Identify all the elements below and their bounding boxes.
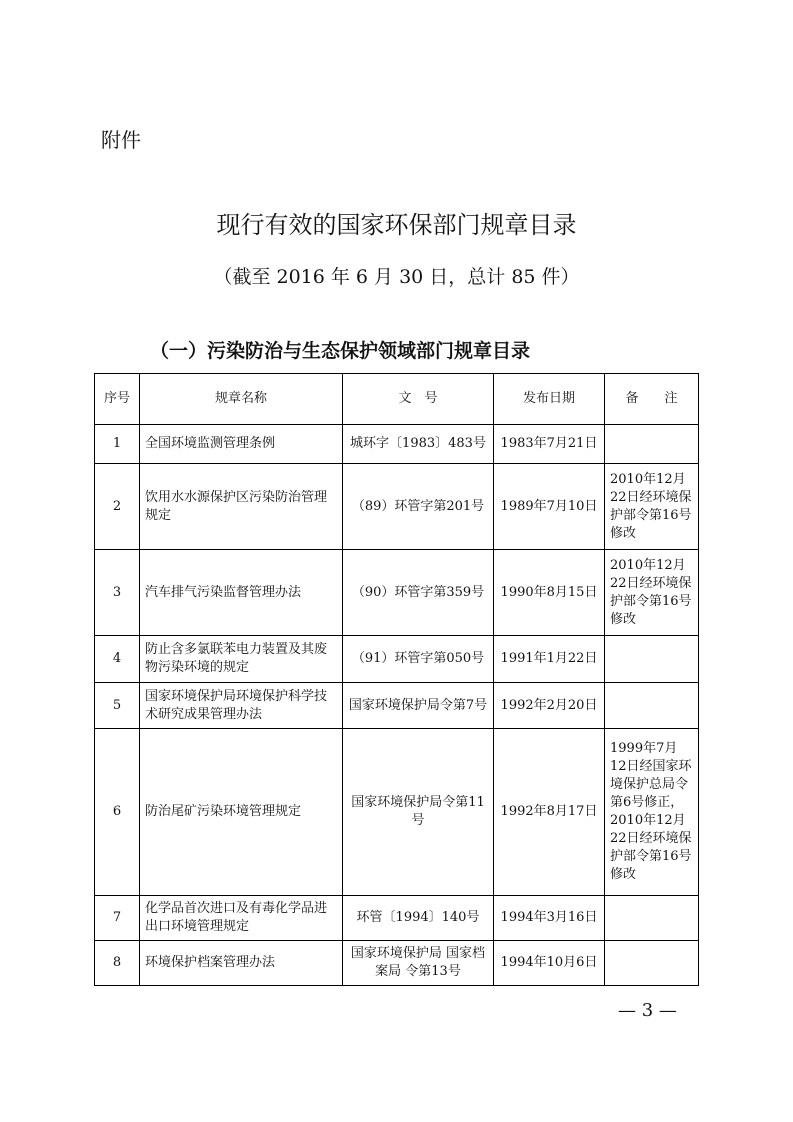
row-no: 7 (95, 896, 140, 941)
header-doc-number: 文 号 (343, 374, 494, 425)
section-heading: （一）污染防治与生态保护领域部门规章目录 (150, 340, 531, 362)
row-note: 1999年7月12日经国家环境保护总局令第6号修正，2010年12月22日经环境保护部令第16号修改 (605, 729, 699, 896)
row-doc-number: 国家环境保护局令第11号 (343, 729, 494, 896)
row-name: 防止含多氯联苯电力装置及其废物污染环境的规定 (140, 636, 343, 683)
row-no: 4 (95, 636, 140, 683)
row-doc-number: （90）环管字第359号 (343, 550, 494, 636)
row-date: 1992年2月20日 (494, 683, 605, 729)
row-date: 1992年8月17日 (494, 729, 605, 896)
table-row (95, 550, 699, 636)
row-note: 2010年12月22日经环境保护部令第16号修改 (605, 464, 699, 550)
row-no: 1 (95, 425, 140, 464)
table-row (95, 941, 699, 986)
row-name: 饮用水水源保护区污染防治管理规定 (140, 464, 343, 550)
table-row (95, 464, 699, 550)
row-doc-number: 环管〔1994〕140号 (343, 896, 494, 941)
table-header-row (95, 374, 699, 425)
row-doc-number: （89）环管字第201号 (343, 464, 494, 550)
header-date: 发布日期 (494, 374, 605, 425)
row-date: 1991年1月22日 (494, 636, 605, 683)
header-no: 序号 (95, 374, 140, 425)
row-date: 1994年3月16日 (494, 896, 605, 941)
row-no: 8 (95, 941, 140, 986)
row-note (605, 425, 699, 464)
regulations-table (94, 373, 699, 986)
document-subtitle: （截至 2016 年 6 月 30 日，总计 85 件） (213, 266, 580, 288)
row-name: 防治尾矿污染环境管理规定 (140, 729, 343, 896)
row-date: 1994年10月6日 (494, 941, 605, 986)
header-name: 规章名称 (140, 374, 343, 425)
row-doc-number: 国家环境保护局令第7号 (343, 683, 494, 729)
row-no: 3 (95, 550, 140, 636)
table-row (95, 729, 699, 896)
row-name: 化学品首次进口及有毒化学品进出口环境管理规定 (140, 896, 343, 941)
document-title: 现行有效的国家环保部门规章目录 (216, 211, 577, 239)
table-row (95, 683, 699, 729)
row-no: 2 (95, 464, 140, 550)
row-name: 国家环境保护局环境保护科学技术研究成果管理办法 (140, 683, 343, 729)
row-name: 汽车排气污染监督管理办法 (140, 550, 343, 636)
row-no: 6 (95, 729, 140, 896)
row-note: 2010年12月22日经环境保护部令第16号修改 (605, 550, 699, 636)
row-date: 1989年7月10日 (494, 464, 605, 550)
row-no: 5 (95, 683, 140, 729)
row-name: 全国环境监测管理条例 (140, 425, 343, 464)
table-row (95, 896, 699, 941)
row-note (605, 941, 699, 986)
row-date: 1990年8月15日 (494, 550, 605, 636)
table-row (95, 425, 699, 464)
page-number: — 3 — (618, 1000, 677, 1021)
row-date: 1983年7月21日 (494, 425, 605, 464)
row-note (605, 683, 699, 729)
table-row (95, 636, 699, 683)
row-note (605, 896, 699, 941)
row-doc-number: 城环字〔1983〕483号 (343, 425, 494, 464)
row-doc-number: 国家环境保护局 国家档案局 令第13号 (343, 941, 494, 986)
attachment-label: 附件 (101, 128, 141, 152)
header-note: 备 注 (605, 374, 699, 425)
row-doc-number: （91）环管字第050号 (343, 636, 494, 683)
row-name: 环境保护档案管理办法 (140, 941, 343, 986)
row-note (605, 636, 699, 683)
